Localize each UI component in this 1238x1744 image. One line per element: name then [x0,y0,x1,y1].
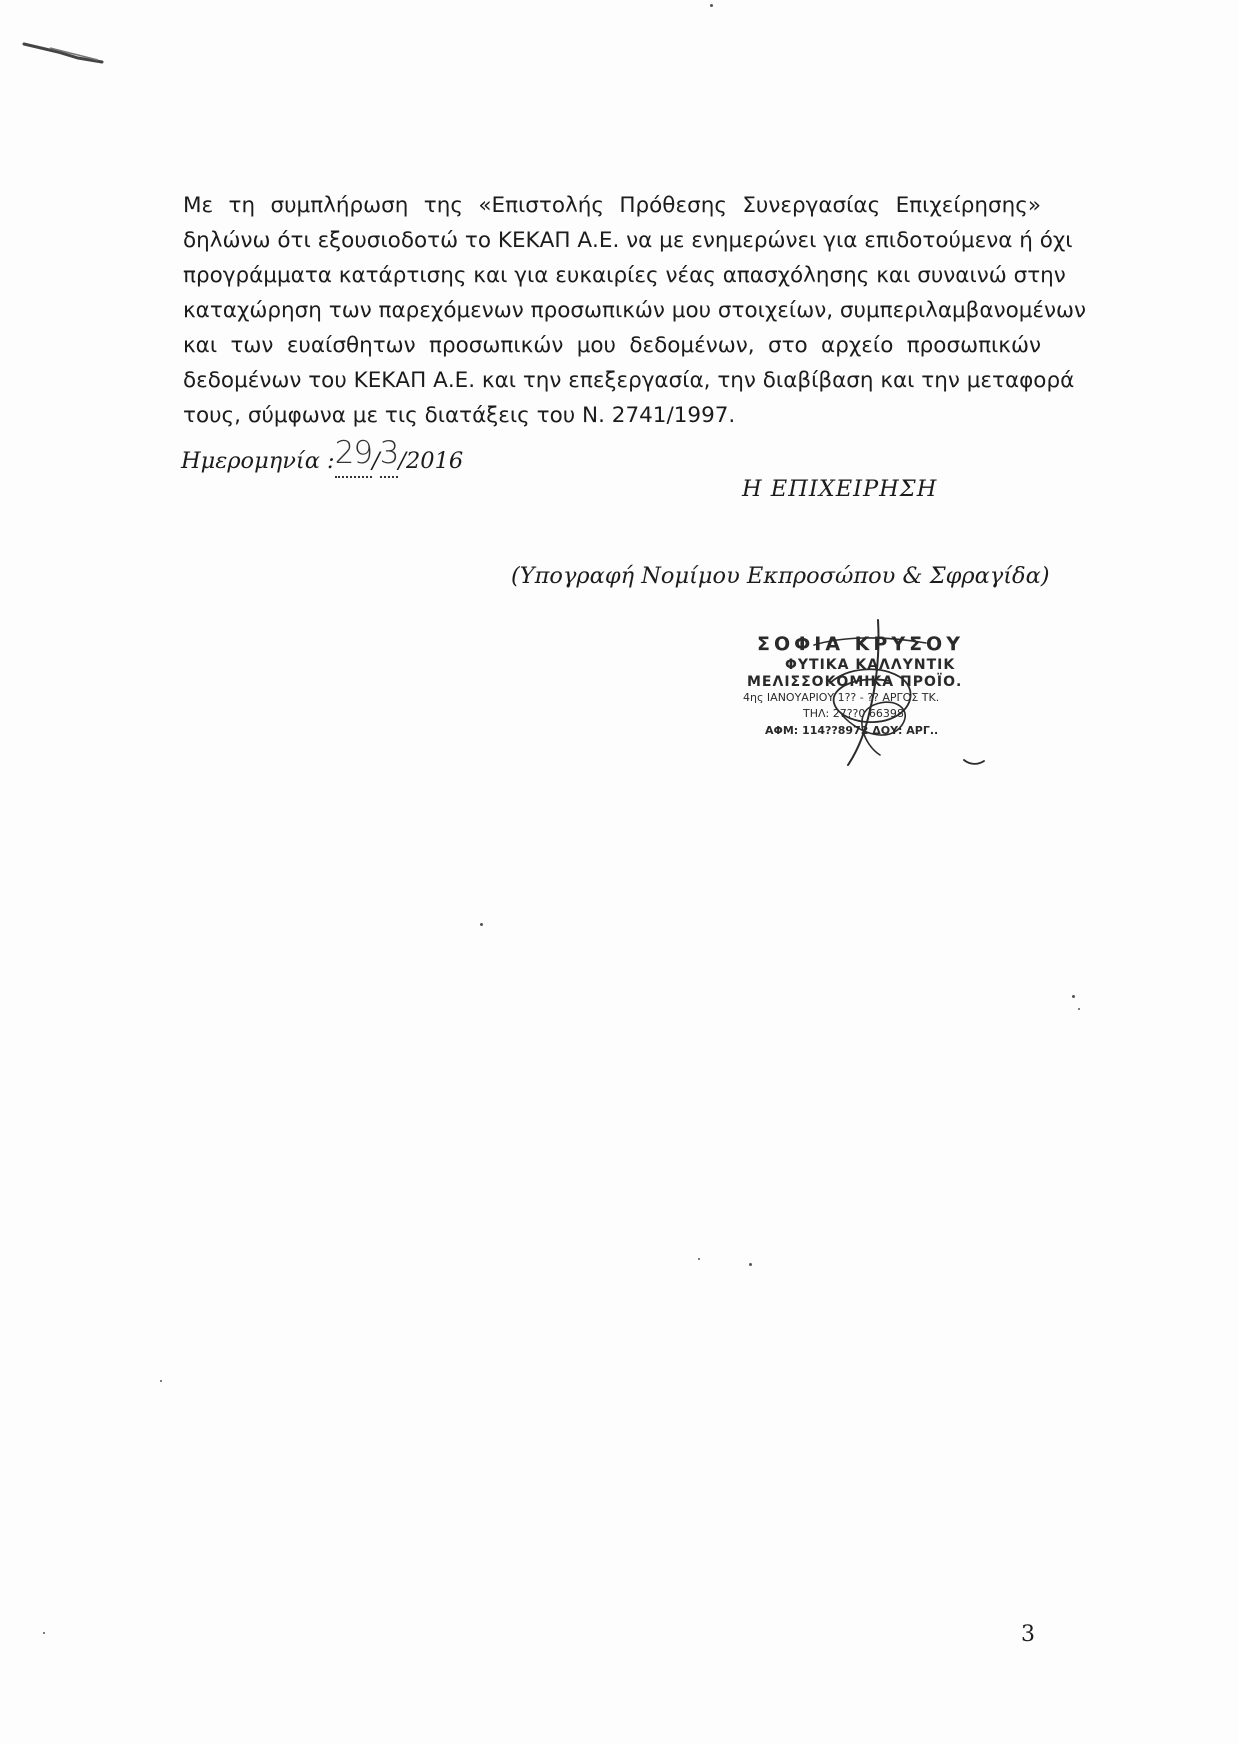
signature-stroke [842,702,905,755]
consent-line: Με τη συμπλήρωση της «Επιστολής Πρόθεσης Συνεργασίας Επιχείρησης» [183,193,1041,218]
signature-stroke [814,638,926,645]
signature-caption: (Υπογραφή Νομίμου Εκπροσώπου & Σφραγίδα) [511,563,1050,589]
scan-speck [710,4,713,7]
handwritten-signature [730,615,1010,785]
date-separator: / [372,448,380,474]
date-month-field [379,435,399,476]
date-label: Ημερομηνία : [181,448,335,474]
scan-speck [160,1380,162,1382]
consent-line: και των ευαίσθητων προσωπικών μου δεδομένων, στο αρχείο προσωπικών [183,333,1041,358]
page-number: 3 [1021,1622,1035,1647]
consent-line: τους, σύμφωνα με τις διατάξεις του Ν. 2741/1997. [183,403,736,428]
date-month-dotted-line [380,476,399,478]
date-line [181,435,464,476]
scan-speck [1072,995,1075,998]
stamp-line: ΣΟΦΙΑ ΚΡΥΣΟΥ [757,633,964,655]
stamp-line: ΜΕΛΙΣΣΟΚΟΜΙΚΑ ΠΡΟΪΟ. [747,674,963,690]
stamp-line: ΤΗΛ: 27??0 66398 [803,707,904,720]
date-month-handwritten: 3 [379,435,399,471]
consent-line: καταχώρηση των παρεχόμενων προσωπικών μου στοιχείων, συμπεριλαμβανομένων [183,298,1087,323]
consent-line: δεδομένων του ΚΕΚΑΠ Α.Ε. και την επεξεργασία, την διαβίβαση και την μεταφορά [183,368,1075,393]
scan-mark-top-left [20,36,110,66]
scan-mark-stroke [24,44,102,62]
scan-speck [480,923,483,926]
stamp-line: ΦΥΤΙΚΑ ΚΑΛΛΥΝΤΙΚ [785,657,956,673]
consent-paragraph [183,188,1087,433]
consent-line: δηλώνω ότι εξουσιοδοτώ το ΚΕΚΑΠ Α.Ε. να με ενημερώνει για επιδοτούμενα ή όχι [183,228,1073,253]
scan-speck [698,1258,700,1260]
date-day-dotted-line [335,476,372,478]
date-day-handwritten: 29 [334,435,373,471]
company-heading: Η ΕΠΙΧΕΙΡΗΣΗ [742,476,938,502]
scan-speck [43,1632,45,1634]
stamp-line: ΑΦΜ: 114??8972 ΔΟΥ: ΑΡΓ.. [765,724,939,737]
stamp-line: 4ης ΙΑΝΟΥΑΡΙΟΥ 1?? - ?? ΑΡΓΟΣ ΤΚ. [743,691,940,704]
signature-stroke [964,760,984,764]
signature-stroke [848,620,879,765]
date-day-field [334,435,373,476]
date-year: /2016 [398,448,464,474]
consent-line: προγράμματα κατάρτισης και για ευκαιρίες νέας απασχόλησης και συναινώ στην [183,263,1066,288]
scan-speck [749,1263,752,1266]
scan-speck [1078,1008,1080,1010]
